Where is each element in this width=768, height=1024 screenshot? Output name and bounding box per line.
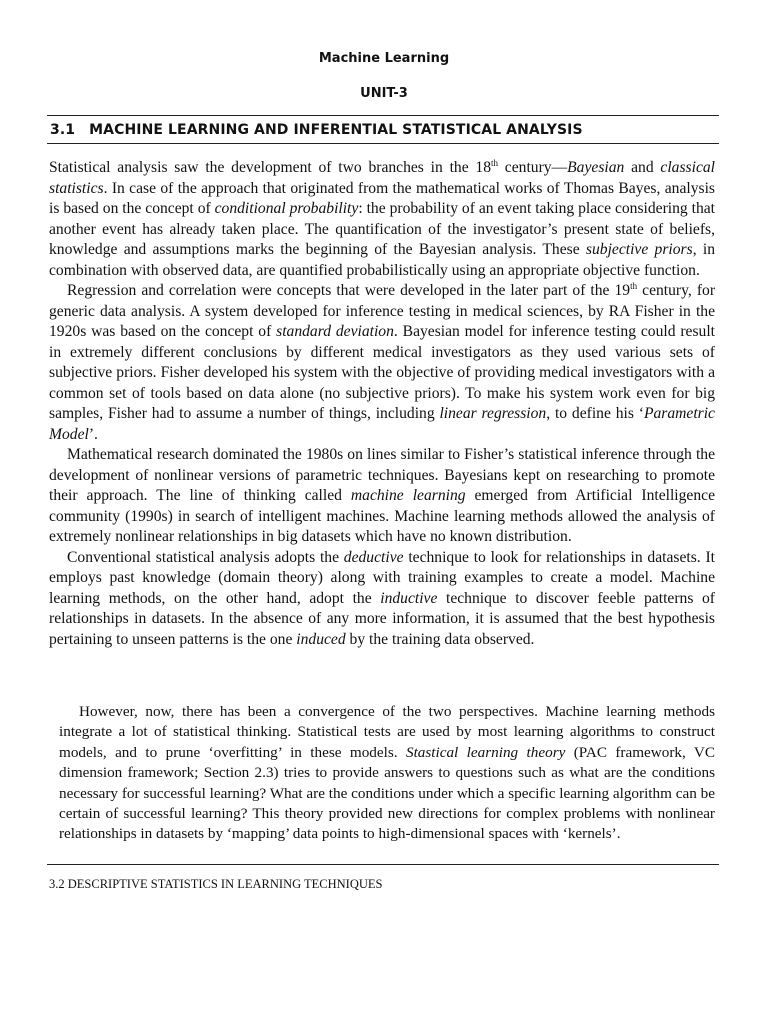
paragraph-1: Statistical analysis saw the development of two branches in the 18th century—Bayesian and classical statistics. In case of the approach that originated from the mathematical works of Thomas Bayes, analysis is based on the concept of conditional probability: the probability of an event taking place considering that another event has already taken place. The quantification of the investigator’s present state of beliefs, knowledge and assumptions marks the beginning of the Bayesian analysis. These subjective priors, in combination with observed data, are quantified probabilistically using an appropriate objective function. (49, 158, 716, 279)
section-heading (50, 122, 583, 138)
section-bottom-rule (47, 143, 719, 144)
paragraph-2: Regression and correlation were concepts that were developed in the later part of the 19th century, for generic data analysis. A system developed for inference testing in medical sciences, by RA Fisher in the 1920s was based on the concept of standard deviation. Bayesian model for inference testing could result in extremely different conclusions by different medical investigators as they used various sets of subjective priors. Fisher developed his system with the objective of providing medical investigators with a common set of tools based on data alone (no subjective priors). To make his system work even for big samples, Fisher had to assume a number of things, including linear regression, to define his ‘Parametric Model’. (49, 281, 716, 443)
section-top-rule (47, 115, 719, 116)
next-section-heading: 3.2 DESCRIPTIVE STATISTICS IN LEARNING TECHNIQUES (49, 877, 383, 891)
paragraph-4: Conventional statistical analysis adopts the deductive technique to look for relationships in datasets. It employs past knowledge (domain theory) along with training examples to create a model. Machine learning methods, on the other hand, adopt the inductive technique to discover feeble patterns of relationships in datasets. In the absence of any more information, it is assumed that the best hypothesis pertaining to unseen patterns is the one induced by the training data observed. (49, 548, 716, 648)
unit-label: UNIT-3 (360, 86, 408, 101)
convergence-paragraph (59, 702, 715, 845)
section-end-rule (47, 864, 719, 865)
document-title: Machine Learning (318, 51, 450, 66)
section-number: 3.1 (50, 122, 76, 138)
section-body (49, 158, 715, 650)
paragraph-3: Mathematical research dominated the 1980s on lines similar to Fisher’s statistical inference through the development of nonlinear versions of parametric techniques. Bayesians kept on researching to promote their approach. The line of thinking called machine learning emerged from Artificial Intelligence community (1990s) in search of intelligent machines. Machine learning methods allowed the analysis of extremely nonlinear relationships in big datasets which have no known distribution. (49, 446, 715, 545)
section-title: MACHINE LEARNING AND INFERENTIAL STATISTICAL ANALYSIS (89, 122, 583, 138)
paragraph-5: However, now, there has been a convergence of the two perspectives. Machine learning methods integrate a lot of statistical thinking. Statistical tests are used by most learning algorithms to construct models, and to prune ‘overfitting’ in these models. Stastical learning theory (PAC framework, VC dimension framework; Section 2.3) tries to provide answers to questions such as what are the conditions necessary for successful learning? What are the conditions under which a specific learning algorithm can be certain of successful learning? This theory provided new directions for complex problems with nonlinear relationships in datasets by ‘mapping’ data points to high-dimensional spaces with ‘kernels’. (59, 703, 715, 843)
